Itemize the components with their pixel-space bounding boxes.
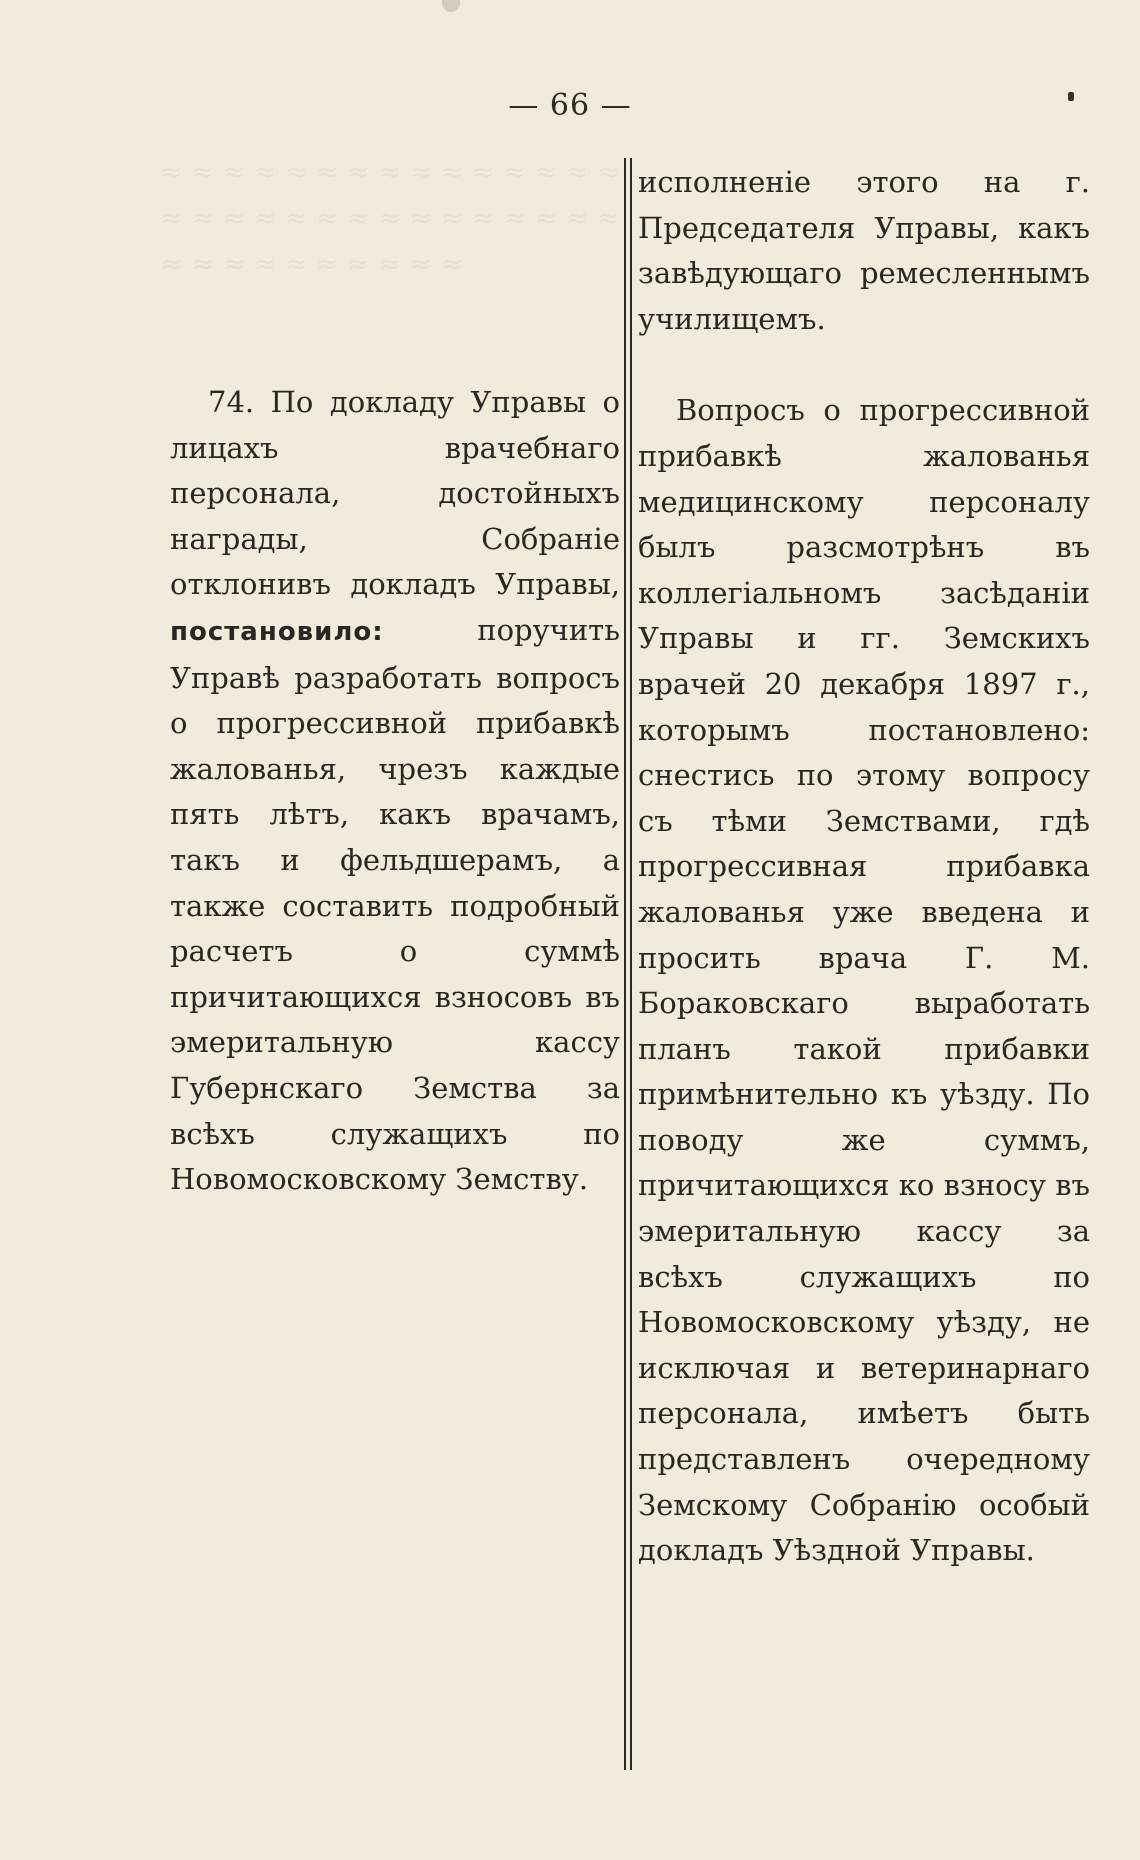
column-divider-line	[624, 158, 626, 1770]
ink-speck	[1068, 92, 1074, 101]
paper-stain	[442, 0, 460, 12]
paragraph-text-rest: поручить Управѣ разработать вопросъ о прогрессивной прибавкѣ жалованья, чрезъ каждые пять лѣтъ, какъ врачамъ, такъ и фельдшерамъ, а также составить подробный расчетъ о суммѣ причитающихся взносовъ въ эмеритальную кассу Губернскаго Земства за всѣхъ служащихъ по Новомосковскому Земству.	[170, 612, 620, 1197]
right-column	[638, 160, 1090, 1574]
bleed-through-texture: ≈ ≈ ≈ ≈ ≈ ≈ ≈ ≈ ≈ ≈ ≈ ≈ ≈ ≈ ≈ ≈ ≈ ≈ ≈ ≈ ≈ ≈ ≈ ≈ ≈ ≈ ≈ ≈ ≈ ≈ ≈ ≈ ≈ ≈ ≈ ≈ ≈ ≈ ≈ ≈	[160, 157, 620, 280]
page-number: — 66 —	[508, 88, 632, 123]
paragraph-text: 74. По докладу Управы о лицахъ врачебнаго персонала, достойныхъ награды, Собраніе отклонивъ докладъ Управы,	[170, 385, 620, 602]
resolution-paragraph-74	[170, 380, 620, 1203]
progressive-pay-paragraph: Вопросъ о прогрессивной прибавкѣ жалованья медицинскому персоналу былъ разсмотрѣнъ въ коллегіальномъ засѣданіи Управы и гг. Земскихъ врачей 20 декабря 1897 г., которымъ постановлено: снестись по этому вопросу съ тѣми Земствами, гдѣ прогрессивная прибавка жалованья уже введена и просить врача Г. М. Бораковскаго выработать планъ такой прибавки примѣнительно къ уѣзду. По поводу же суммъ, причитающихся ко взносу въ эмеритальную кассу за всѣхъ служащихъ по Новомосковскому уѣзду, не исключая и ветеринарнаго персонала, имѣетъ быть представленъ очередному Земскому Собранію особый докладъ Уѣздной Управы.	[638, 393, 1090, 1568]
column-divider-line	[630, 158, 632, 1770]
left-column	[170, 380, 620, 1203]
emphasized-word: постановило:	[170, 616, 384, 647]
continued-paragraph: исполненіе этого на г. Председателя Управы, какъ завѣдующаго ремесленнымъ училищемъ.	[638, 165, 1090, 336]
